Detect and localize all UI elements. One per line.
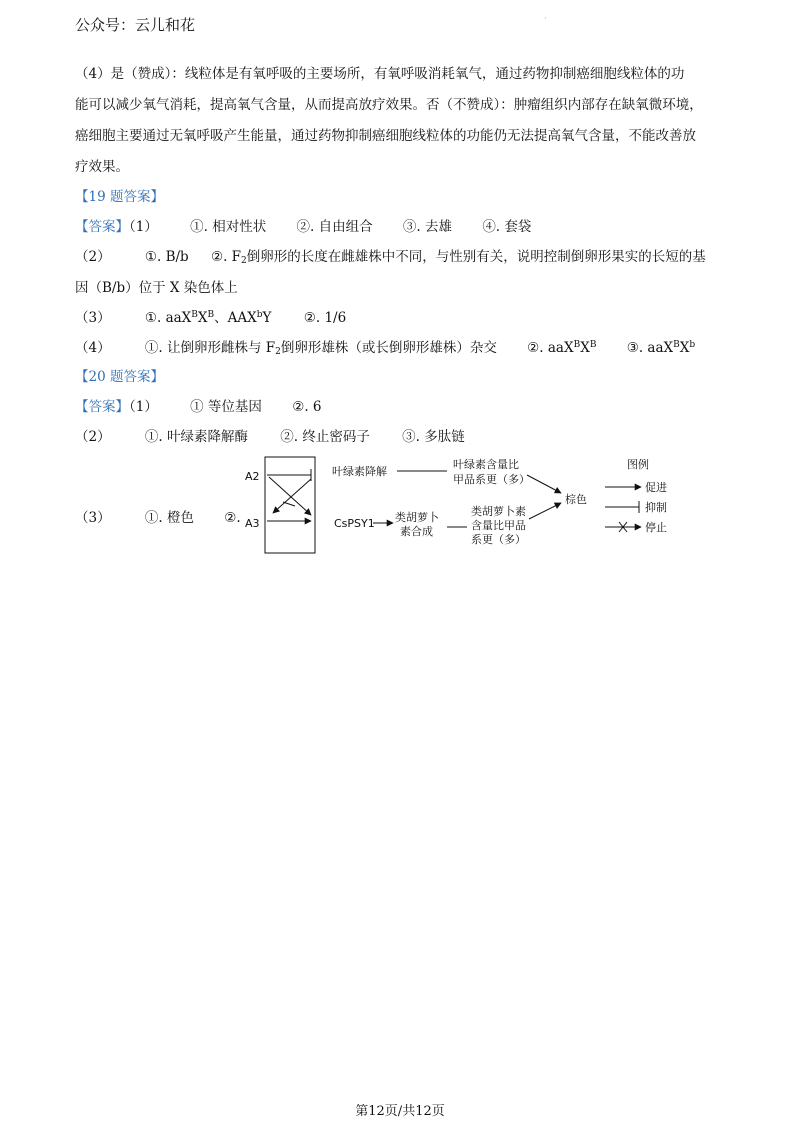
- part-label: （3）: [75, 510, 111, 526]
- car-ratio-3: 系更（多）: [471, 533, 526, 546]
- part-label: （2）: [75, 249, 111, 265]
- cross-arrow-1: [269, 477, 311, 515]
- regulation-diagram: [225, 455, 685, 560]
- part-label: （4）: [75, 340, 111, 356]
- answer-item: ③. $aaX^BX^b$: [626, 340, 696, 356]
- q19-line-4: [75, 308, 346, 328]
- answer-item: ①. 相对性状: [190, 219, 267, 235]
- para4-line-3: 癌细胞主要通过无氧呼吸产生能量，通过药物抑制癌细胞线粒体的功能仍无法提高氧气含量，不能改善放: [75, 128, 696, 144]
- chl-deg-label: 叶绿素降解: [332, 465, 387, 478]
- para4-line-2: 能可以减少氧气消耗，提高氧气含量，从而提高放疗效果。否（不赞成）：肿瘤组织内部存在缺氧微环境，: [75, 97, 703, 113]
- para4-line-1: （4）是（赞成）：线粒体是有氧呼吸的主要场所，有氧呼吸消耗氧气，通过药物抑制癌细胞线粒体的功: [75, 66, 685, 82]
- dot-mark: ·: [544, 14, 547, 23]
- car-to-orange: [529, 503, 561, 519]
- legend-promote: 促进: [645, 481, 667, 494]
- account-header: 公众号：云儿和花: [75, 16, 196, 34]
- answer-item: ②. $aaX^BX^B$: [527, 340, 597, 356]
- gene-box: [265, 457, 315, 553]
- legend-inhibit: 抑制: [645, 501, 667, 514]
- part-label: （2）: [75, 429, 111, 445]
- page-footer: 第12页/共12页: [355, 1104, 445, 1119]
- car-syn-1: 类胡萝卜: [395, 511, 439, 524]
- q19-title: 【19 题答案】: [75, 189, 164, 205]
- q19-line-1: [75, 217, 531, 237]
- label-a2: A2: [245, 470, 260, 483]
- answer-item: ④. 套袋: [482, 219, 532, 235]
- answer-item: ①. 让倒卵形雌株与 $F_2$倒卵形雄株（或长倒卵形雄株）杂交: [144, 340, 497, 357]
- answer-item: ②. 1/6: [303, 310, 347, 326]
- legend-title: 图例: [627, 458, 649, 471]
- answer-tag: 【答案】: [75, 399, 129, 415]
- answer-tag: 【答案】: [75, 219, 129, 235]
- car-syn-2: 素合成: [400, 525, 433, 538]
- answer-item: ②. 自由组合: [296, 219, 373, 235]
- cross-arrow-2: [273, 479, 311, 513]
- orange-label: 棕色: [565, 493, 587, 506]
- cspsy1-label: CsPSY1: [334, 517, 375, 530]
- para4-line-4: 疗效果。: [75, 159, 129, 175]
- q20-title: 【20 题答案】: [75, 369, 164, 385]
- answer-item: ②.: [224, 510, 241, 526]
- label-a3: A3: [245, 517, 260, 530]
- legend-stop: 停止: [645, 521, 667, 534]
- answer-item: ②. $F_2$倒卵形的长度在雌雄株中不同，与性别有关，说明控制倒卵形果实的长短的基: [210, 249, 706, 266]
- q20-line-2: [75, 427, 465, 447]
- answer-item: ① 等位基因: [190, 399, 262, 415]
- chl-to-orange: [527, 475, 561, 493]
- answer-item: ③. 多肽链: [402, 429, 465, 445]
- part-label: （1）: [129, 219, 158, 235]
- answer-item: ①. 橙色: [144, 510, 194, 526]
- stop-mark: [283, 502, 295, 506]
- q20-line-1: [75, 397, 322, 417]
- answer-item: ①. $aaX^BX^B$、AAX$^b$Y: [144, 310, 272, 326]
- answer-item: ①. B/b: [144, 249, 189, 265]
- q20-line-3: [75, 508, 241, 528]
- car-ratio-2: 含量比甲品: [471, 519, 526, 532]
- answer-item: ②. 终止密码子: [280, 429, 370, 445]
- q19-line-3: 因（B/b）位于 X 染色体上: [75, 280, 238, 296]
- answer-item: ①. 叶绿素降解酶: [144, 429, 248, 445]
- car-ratio-1: 类胡萝卜素: [471, 505, 526, 518]
- answer-item: ②. 6: [292, 399, 322, 415]
- chl-ratio-2: 甲品系更（多）: [453, 473, 530, 486]
- answer-item: ③. 去雄: [402, 219, 453, 235]
- q19-line-2: [75, 247, 706, 267]
- part-label: （3）: [75, 310, 111, 326]
- q19-line-5: [75, 338, 695, 358]
- part-label: （1）: [129, 399, 158, 415]
- chl-ratio-1: 叶绿素含量比: [453, 458, 519, 471]
